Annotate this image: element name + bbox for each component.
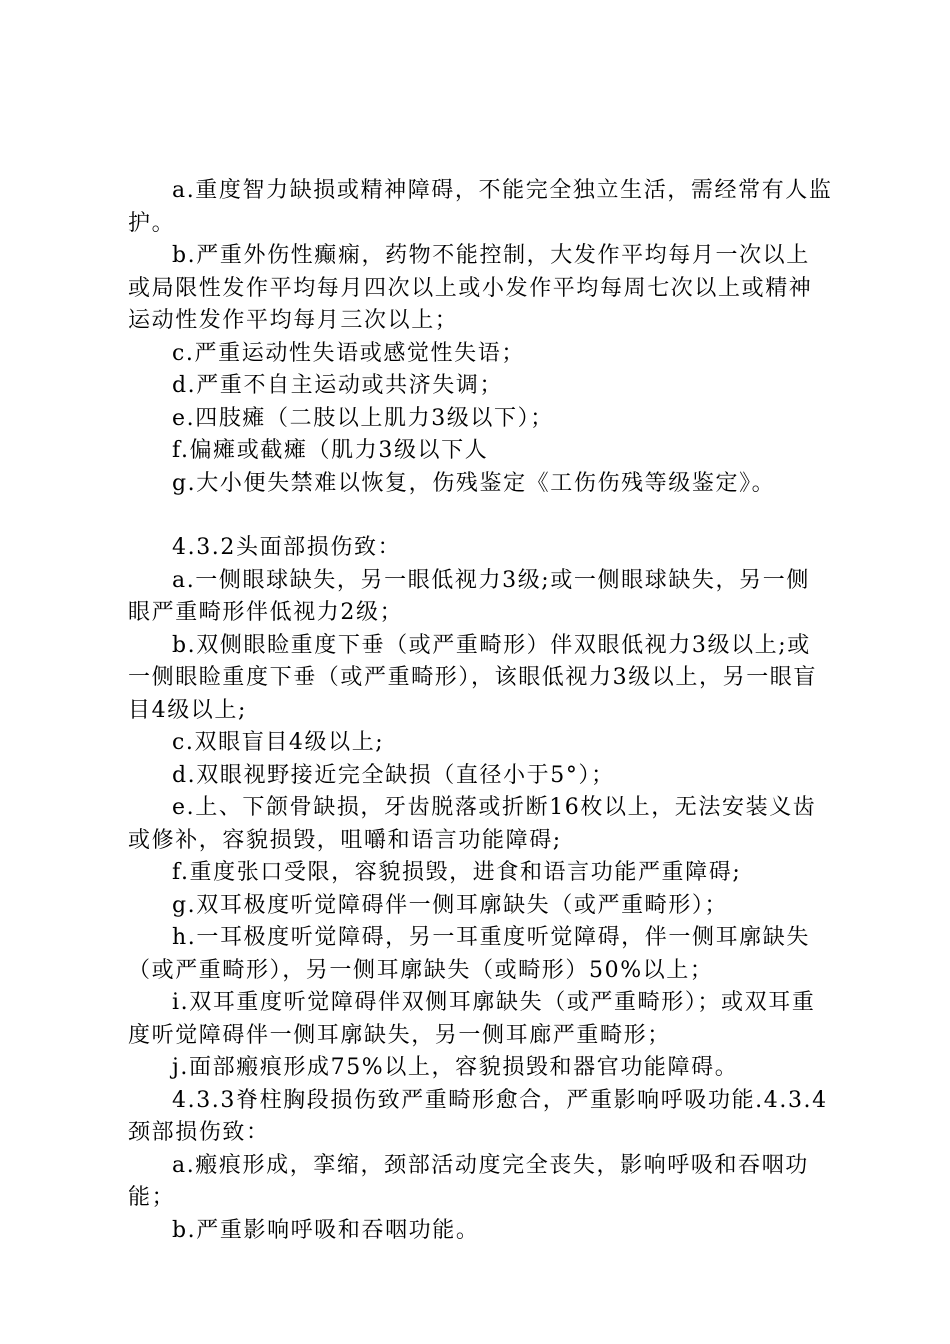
section-spacer xyxy=(128,500,833,532)
paragraph-4-3-2-f: f.重度张口受限，容貌损毁，进食和语言功能严重障碍; xyxy=(172,860,742,885)
paragraph-4-3-2-j: j.面部瘢痕形成75%以上，容貌损毁和器官功能障碍。 xyxy=(172,1055,739,1080)
section-heading-4-3-3: 4.3.3脊柱胸段损伤致严重畸形愈合，严重影响呼吸功能.4.3.4颈部损伤致： xyxy=(128,1087,828,1145)
section-heading-4-3-2: 4.3.2头面部损伤致： xyxy=(172,535,402,560)
paragraph-e-quadriplegia: e.四肢瘫（二肢以上肌力3级以下）； xyxy=(172,405,554,431)
paragraph-4-3-4-b: b.严重影响呼吸和吞咽功能。 xyxy=(172,1217,480,1243)
paragraph-4-3-2-h: h.一耳极度听觉障碍，另一耳重度听觉障碍，伴一侧耳廓缺失（或严重畸形），另一侧耳廓缺失（或畸形）50%以上； xyxy=(128,925,810,983)
paragraph-f-hemiplegia: f.偏瘫或截瘫（肌力3级以下人 xyxy=(172,438,489,463)
paragraph-4-3-4-a: a.瘢痕形成，挛缩，颈部活动度完全丧失，影响呼吸和吞咽功能； xyxy=(128,1152,809,1210)
paragraph-b-epilepsy: b.严重外伤性癫痫，药物不能控制，大发作平均每月一次以上或局限性发作平均每月四次以上或小发作平均每周七次以上或精神运动性发作平均每月三次以上； xyxy=(128,243,813,333)
paragraph-4-3-2-d: d.双眼视野接近完全缺损（直径小于5°）； xyxy=(172,762,615,788)
paragraph-4-3-2-a: a.一侧眼球缺失，另一眼低视力3级;或一侧眼球缺失，另一侧眼严重畸形伴低视力2级； xyxy=(128,567,810,625)
paragraph-4-3-2-b: b.双侧眼睑重度下垂（或严重畸形）伴双眼低视力3级以上;或一侧眼睑重度下垂（或严重畸形），该眼低视力3级以上，另一眼盲目4级以上; xyxy=(128,632,817,723)
paragraph-c-aphasia: c.严重运动性失语或感觉性失语； xyxy=(172,340,525,366)
paragraph-a-intellectual: a.重度智力缺损或精神障碍，不能完全独立生活，需经常有人监护。 xyxy=(128,178,833,236)
document-body xyxy=(128,175,833,1247)
paragraph-d-ataxia: d.严重不自主运动或共济失调； xyxy=(172,373,504,398)
paragraph-4-3-2-i: i.双耳重度听觉障碍伴双侧耳廓缺失（或严重畸形）；或双耳重度听觉障碍伴一侧耳廓缺失，另一侧耳廊严重畸形； xyxy=(128,990,816,1048)
paragraph-4-3-2-c: c.双眼盲目4级以上; xyxy=(172,730,385,755)
paragraph-4-3-2-e: e.上、下颌骨缺损，牙齿脱落或折断16枚以上，无法安装义齿或修补，容貌损毁，咀嚼和语言功能障碍; xyxy=(128,795,817,853)
paragraph-4-3-2-g: g.双耳极度听觉障碍伴一侧耳廓缺失（或严重畸形）； xyxy=(172,892,729,918)
paragraph-g-incontinence: g.大小便失禁难以恢复，伤残鉴定《工伤伤残等级鉴定》。 xyxy=(172,470,776,496)
